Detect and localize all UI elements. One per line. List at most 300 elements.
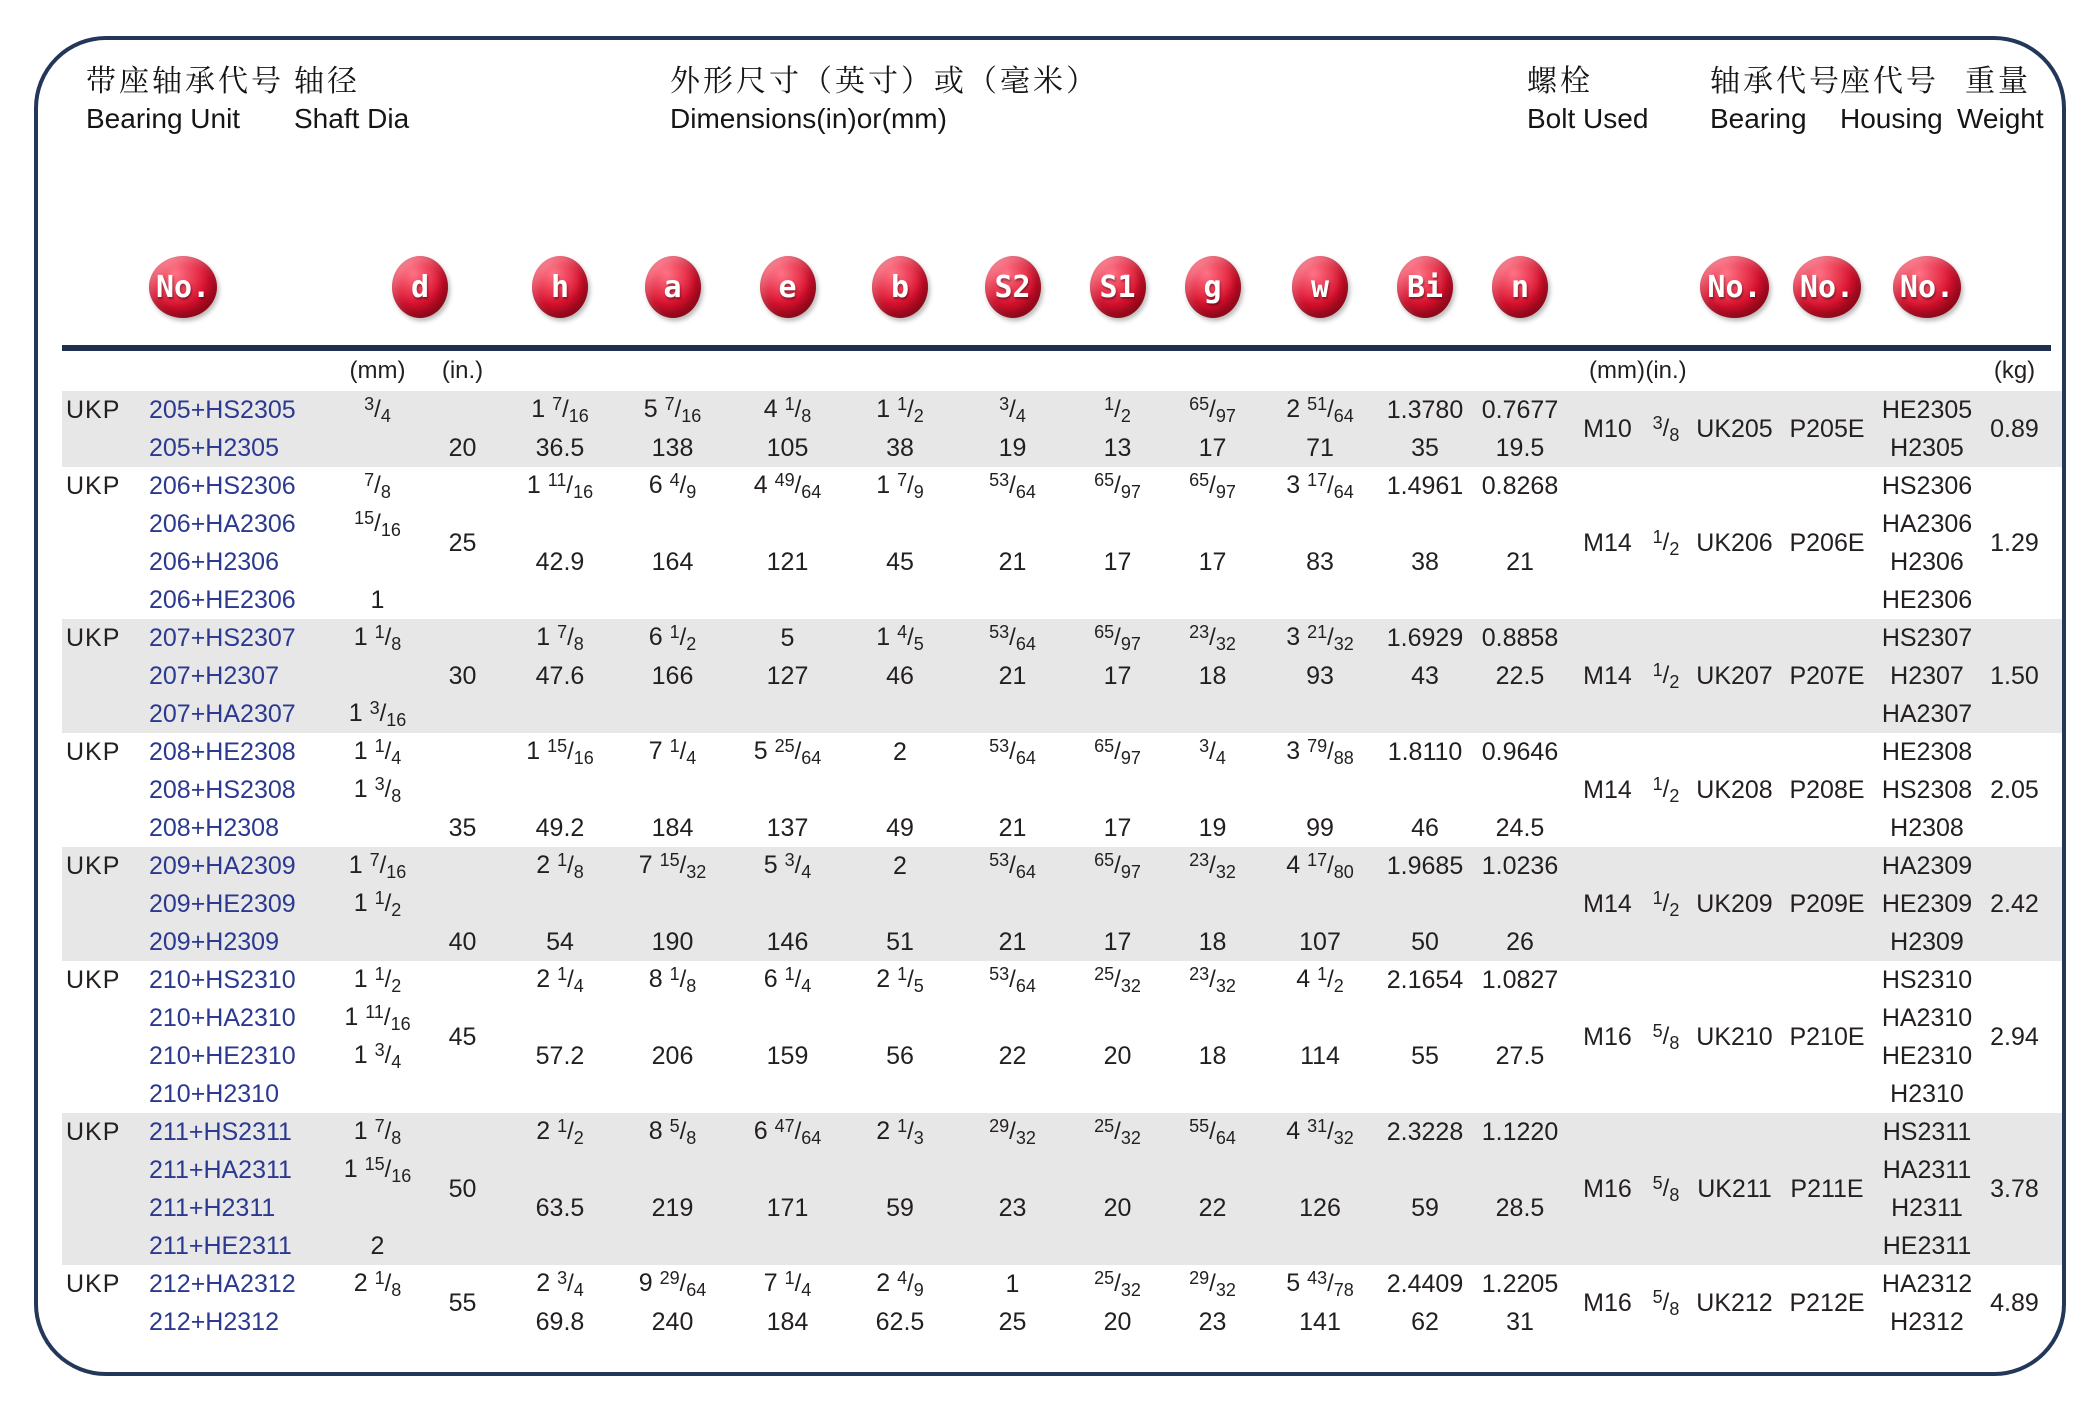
housing-no: P211E [1790, 1174, 1864, 1203]
dim-w: 114 [1300, 1041, 1340, 1070]
housing-code: HA2311 [1882, 1155, 1972, 1184]
dim-b: 2 $^4/_9$ [876, 1268, 924, 1300]
dim-s1: 17 [1103, 547, 1132, 576]
dim-bi: 1.8110 [1387, 737, 1463, 766]
unit-label-bolt-in: (in.) [1645, 357, 1687, 384]
bearing-no: UK209 [1696, 889, 1773, 918]
housing-code: HS2307 [1881, 623, 1973, 652]
shaft-dia-in: 1 $^1/_8$ [353, 622, 402, 654]
dim-g: 18 [1198, 1041, 1227, 1070]
dim-n: 28.5 [1495, 1193, 1545, 1222]
row-group-ukp207 [62, 619, 2062, 733]
bolt-size-in: $^1/_2$ [1652, 774, 1680, 806]
dim-s1: 20 [1103, 1307, 1132, 1336]
shaft-dia-in: $^3/_4$ [364, 394, 391, 426]
dim-s1: $^{65}/_{97}$ [1094, 850, 1141, 882]
dim-s1: $^{65}/_{97}$ [1094, 622, 1141, 654]
unit-code: 206+HS2306 [149, 471, 296, 500]
dim-w: 107 [1299, 927, 1341, 956]
shaft-dia-in: 1 $^7/_8$ [353, 1116, 402, 1148]
bolt-size: M16 [1583, 1022, 1632, 1051]
bolt-size-in: $^3/_8$ [1652, 413, 1680, 445]
bolt-size: M16 [1583, 1288, 1632, 1317]
housing-code: HA2312 [1881, 1269, 1973, 1298]
dim-h: 63.5 [535, 1193, 585, 1222]
dim-b: 51 [886, 927, 914, 956]
column-badges [62, 255, 2062, 319]
header-bearing-en: Bearing [1710, 103, 1807, 134]
dim-s2: $^{29}/_{32}$ [989, 1116, 1036, 1148]
unit-code: 211+HS2311 [149, 1117, 292, 1146]
housing-code: HA2310 [1881, 1003, 1973, 1032]
dim-n: 21 [1506, 547, 1534, 576]
header-shaft-dia-zh: 轴径 [294, 65, 360, 98]
dim-s2: $^{53}/_{64}$ [989, 736, 1036, 768]
unit-code: 207+H2307 [149, 661, 279, 690]
dim-bi: 50 [1411, 927, 1439, 956]
dim-s2: 19 [998, 433, 1027, 462]
dim-w: 5 $^{43}/_{78}$ [1286, 1268, 1354, 1300]
shaft-dia-in: 1 [370, 585, 385, 614]
housing-code: HE2310 [1881, 1041, 1973, 1070]
dim-w: 3 $^{17}/_{64}$ [1286, 470, 1354, 502]
row-group-ukp208 [62, 733, 2062, 847]
shaft-dia-in: 1 $^3/_{16}$ [348, 698, 407, 730]
dim-g: $^{23}/_{32}$ [1189, 964, 1236, 996]
dim-n: 19.5 [1495, 433, 1545, 462]
bolt-size: M14 [1583, 889, 1632, 918]
dim-a: 190 [651, 927, 694, 956]
dim-g: $^{23}/_{32}$ [1189, 622, 1236, 654]
dim-bi: 1.3780 [1386, 395, 1464, 424]
bolt-size: M14 [1583, 528, 1632, 557]
header-bolt-zh: 螺栓 [1527, 65, 1593, 98]
bearing-no: UK212 [1696, 1288, 1773, 1317]
unit-code: 206+H2306 [149, 547, 279, 576]
dim-e: 7 $^1/_4$ [763, 1268, 812, 1300]
dim-b: 56 [886, 1041, 914, 1070]
unit-code: 211+HE2311 [149, 1231, 292, 1260]
shaft-dia-mm: 45 [448, 1022, 477, 1051]
dim-e: 5 $^3/_4$ [763, 850, 812, 882]
housing-code: H2312 [1890, 1307, 1964, 1336]
header-housing [1840, 56, 1943, 135]
dim-bi: 38 [1411, 547, 1439, 576]
dim-n: 0.9646 [1481, 737, 1559, 766]
dim-bi: 55 [1411, 1041, 1439, 1070]
bolt-size: M14 [1583, 775, 1632, 804]
dim-n: 22.5 [1495, 661, 1545, 690]
dim-n: 0.8858 [1481, 623, 1559, 652]
dim-s2: $^{53}/_{64}$ [989, 850, 1036, 882]
dim-a: 138 [651, 433, 694, 462]
dim-w: 4 $^1/_2$ [1296, 964, 1344, 996]
dim-s1: $^{65}/_{97}$ [1094, 470, 1141, 502]
bolt-size-in: $^5/_8$ [1652, 1173, 1680, 1205]
catalog-content [38, 40, 2062, 1341]
header-housing-en: Housing [1840, 103, 1943, 134]
row-group-ukp211 [62, 1113, 2062, 1265]
weight-value: 3.78 [1990, 1174, 2039, 1203]
shaft-dia-mm: 35 [448, 813, 477, 842]
housing-code: H2308 [1890, 813, 1964, 842]
weight-value: 4.89 [1990, 1288, 2039, 1317]
row-prefix: UKP [66, 1269, 121, 1298]
shaft-dia-mm: 55 [448, 1288, 477, 1317]
dim-s2: 25 [998, 1307, 1027, 1336]
dim-h: 49.2 [535, 813, 585, 842]
badge-s2: S2 [985, 256, 1041, 318]
unit-code: 212+H2312 [149, 1307, 279, 1336]
badge-d: d [392, 256, 448, 318]
dim-g: 17 [1198, 547, 1227, 576]
unit-code: 211+H2311 [149, 1193, 276, 1222]
header-housing-zh: 座代号 [1840, 65, 1939, 98]
header-bearing-unit-zh: 带座轴承代号 [86, 65, 284, 98]
dim-n: 31 [1506, 1307, 1534, 1336]
dim-w: 4 $^{17}/_{80}$ [1286, 850, 1354, 882]
header-weight-en: Weight [1957, 103, 2044, 134]
dim-w: 3 $^{79}/_{88}$ [1286, 736, 1354, 768]
dim-w: 141 [1299, 1307, 1341, 1336]
weight-value: 1.29 [1990, 528, 2039, 557]
dim-w: 4 $^{31}/_{32}$ [1286, 1116, 1354, 1148]
housing-code: H2309 [1890, 927, 1964, 956]
header-bearing-unit [86, 56, 284, 135]
dim-n: 27.5 [1495, 1041, 1545, 1070]
dim-e: 184 [766, 1307, 809, 1336]
housing-code: HS2311 [1882, 1117, 1972, 1146]
dim-a: 164 [651, 547, 694, 576]
dim-s2: 23 [998, 1193, 1027, 1222]
dim-b: 46 [886, 661, 914, 690]
dim-e: 159 [766, 1041, 809, 1070]
dim-g: $^3/_4$ [1199, 736, 1226, 768]
housing-no: P205E [1789, 414, 1865, 443]
housing-no: P212E [1789, 1288, 1865, 1317]
housing-code: HA2306 [1881, 509, 1973, 538]
dim-e: 121 [766, 547, 809, 576]
dim-g: 23 [1198, 1307, 1227, 1336]
badge-no-bearing: No. [1700, 256, 1768, 318]
spec-table-body [62, 391, 2062, 1341]
dim-h: 2 $^1/_2$ [536, 1116, 584, 1148]
unit-code: 208+HS2308 [149, 775, 296, 804]
housing-code: H2306 [1890, 547, 1964, 576]
badge-e: e [760, 256, 816, 318]
unit-code: 207+HA2307 [149, 699, 296, 728]
header-bearing-unit-en: Bearing Unit [86, 103, 241, 134]
housing-no: P207E [1789, 661, 1865, 690]
unit-code: 210+H2310 [149, 1079, 279, 1108]
dim-b: 49 [886, 813, 914, 842]
badge-no-housing-code: No. [1893, 256, 1961, 318]
dim-h: 54 [546, 927, 574, 956]
header-weight [1957, 56, 2044, 135]
dim-g: $^{29}/_{32}$ [1189, 1268, 1236, 1300]
badge-n: n [1492, 256, 1548, 318]
housing-code: HA2309 [1881, 851, 1973, 880]
dim-a: 6 $^4/_9$ [648, 470, 697, 502]
bolt-size-in: $^5/_8$ [1652, 1287, 1680, 1319]
housing-no: P210E [1789, 1022, 1865, 1051]
dim-e: 127 [766, 661, 809, 690]
shaft-dia-in: 1 $^3/_8$ [353, 774, 402, 806]
bearing-no: UK207 [1696, 661, 1773, 690]
bolt-size-in: $^1/_2$ [1652, 660, 1680, 692]
unit-code: 206+HE2306 [149, 585, 296, 614]
dim-a: 9 $^{29}/_{64}$ [638, 1268, 707, 1300]
badge-h: h [532, 256, 588, 318]
dim-s2: $^{53}/_{64}$ [989, 622, 1036, 654]
dim-b: 2 [893, 737, 907, 766]
dim-e: 171 [766, 1193, 809, 1222]
shaft-dia-mm: 50 [448, 1174, 477, 1203]
dim-s1: 17 [1103, 927, 1132, 956]
weight-value: 2.42 [1990, 889, 2039, 918]
dim-h: 2 $^3/_4$ [536, 1268, 584, 1300]
bolt-size: M14 [1583, 661, 1632, 690]
housing-code: HE2305 [1881, 395, 1973, 424]
badge-no-unit: No. [149, 256, 217, 318]
housing-code: HS2308 [1881, 775, 1973, 804]
dim-b: 2 $^1/_5$ [876, 964, 924, 996]
dim-b: 2 [893, 851, 907, 880]
weight-value: 2.94 [1990, 1022, 2039, 1051]
unit-label-weight-kg: (kg) [1993, 357, 2036, 384]
dim-e: 137 [766, 813, 809, 842]
dim-h: 1 $^{15}/_{16}$ [526, 736, 594, 768]
dim-w: 71 [1306, 433, 1334, 462]
header-shaft-dia-en: Shaft Dia [294, 103, 410, 134]
dim-s1: $^{25}/_{32}$ [1094, 1268, 1141, 1300]
header-dimensions-zh: 外形尺寸（英寸）或（毫米） [670, 65, 1099, 98]
housing-code: HE2309 [1881, 889, 1973, 918]
row-group-ukp209 [62, 847, 2062, 961]
dim-s1: 13 [1103, 433, 1132, 462]
row-prefix: UKP [66, 623, 121, 652]
shaft-dia-in: 1 $^1/_2$ [353, 888, 402, 920]
shaft-dia-in: $^7/_8$ [364, 470, 391, 502]
badge-w: w [1292, 256, 1348, 318]
catalog-page-border [34, 36, 2066, 1376]
dim-bi: 35 [1411, 433, 1439, 462]
row-prefix: UKP [66, 737, 121, 766]
dim-e: 146 [766, 927, 809, 956]
dim-bi: 1.6929 [1386, 623, 1464, 652]
dim-w: 99 [1306, 813, 1334, 842]
dim-w: 126 [1299, 1193, 1341, 1222]
dim-s1: $^{65}/_{97}$ [1094, 736, 1141, 768]
bearing-no: UK211 [1697, 1174, 1772, 1203]
header-dimensions [670, 56, 1099, 135]
dim-h: 36.5 [535, 433, 585, 462]
unit-code: 210+HE2310 [149, 1041, 296, 1070]
dim-h: 42.9 [535, 547, 585, 576]
bolt-size-in: $^5/_8$ [1652, 1021, 1680, 1053]
housing-no: P209E [1789, 889, 1865, 918]
dim-b: 1 $^7/_9$ [876, 470, 924, 502]
housing-code: H2305 [1890, 433, 1964, 462]
dim-g: 18 [1198, 927, 1227, 956]
header-weight-zh: 重量 [1965, 65, 2031, 98]
badge-a: a [645, 256, 701, 318]
housing-code: HE2311 [1882, 1231, 1972, 1260]
dim-w: 83 [1306, 547, 1334, 576]
unit-code: 212+HA2312 [149, 1269, 296, 1298]
row-prefix: UKP [66, 471, 121, 500]
badge-no-housing: No. [1793, 256, 1861, 318]
dim-n: 1.0827 [1481, 965, 1559, 994]
weight-value: 1.50 [1990, 661, 2039, 690]
dim-n: 1.0236 [1481, 851, 1559, 880]
unit-code: 209+HE2309 [149, 889, 296, 918]
dim-h: 47.6 [535, 661, 585, 690]
shaft-dia-mm: 30 [448, 661, 477, 690]
housing-code: HA2307 [1881, 699, 1973, 728]
table-header [62, 56, 2062, 134]
dim-bi: 59 [1411, 1193, 1439, 1222]
row-group-ukp212 [62, 1265, 2062, 1341]
shaft-dia-mm: 25 [448, 528, 477, 557]
shaft-dia-in: $^{15}/_{16}$ [354, 508, 401, 540]
dim-e: 5 [780, 623, 795, 652]
dim-a: 166 [651, 661, 694, 690]
unit-label-bolt-mm: (mm) [1589, 357, 1645, 384]
bearing-no: UK210 [1696, 1022, 1773, 1051]
dim-s1: 17 [1103, 661, 1132, 690]
dim-n: 0.7677 [1481, 395, 1559, 424]
weight-value: 2.05 [1990, 775, 2039, 804]
dim-a: 206 [651, 1041, 694, 1070]
unit-code: 208+H2308 [149, 813, 279, 842]
unit-code: 205+HS2305 [149, 395, 296, 424]
dim-a: 5 $^7/_{16}$ [643, 394, 702, 426]
unit-code: 206+HA2306 [149, 509, 296, 538]
unit-code: 207+HS2307 [149, 623, 296, 652]
bolt-size: M16 [1583, 1174, 1632, 1203]
bearing-no: UK206 [1696, 528, 1773, 557]
units-row [62, 351, 2062, 391]
dim-h: 1 $^7/_8$ [536, 622, 584, 654]
dim-bi: 46 [1411, 813, 1439, 842]
housing-code: H2310 [1890, 1079, 1964, 1108]
dim-s1: 17 [1103, 813, 1132, 842]
row-prefix: UKP [66, 395, 121, 424]
dim-s1: $^{25}/_{32}$ [1094, 964, 1141, 996]
shaft-dia-mm: 20 [448, 433, 477, 462]
header-shaft-dia [294, 56, 409, 135]
housing-code: HS2310 [1881, 965, 1973, 994]
row-prefix: UKP [66, 851, 121, 880]
header-dimensions-en: Dimensions(in)or(mm) [670, 103, 947, 134]
badge-s1: S1 [1090, 256, 1146, 318]
dim-g: $^{23}/_{32}$ [1189, 850, 1236, 882]
dim-g: $^{65}/_{97}$ [1189, 394, 1236, 426]
dim-bi: 1.4961 [1386, 471, 1464, 500]
dim-bi: 1.9685 [1386, 851, 1464, 880]
header-bearing-zh: 轴承代号 [1710, 65, 1842, 98]
dim-bi: 2.3228 [1386, 1117, 1464, 1146]
dim-g: $^{55}/_{64}$ [1189, 1116, 1236, 1148]
unit-label-shaft-mm: (mm) [349, 357, 406, 384]
dim-bi: 2.4409 [1386, 1269, 1464, 1298]
dim-bi: 2.1654 [1386, 965, 1464, 994]
shaft-dia-mm: 40 [448, 927, 477, 956]
bearing-no: UK205 [1696, 414, 1773, 443]
bolt-size-in: $^1/_2$ [1652, 527, 1680, 559]
dim-s2: 21 [998, 813, 1027, 842]
housing-code: HS2306 [1881, 471, 1973, 500]
shaft-dia-in: 2 $^1/_8$ [353, 1268, 402, 1300]
dim-h: 57.2 [535, 1041, 585, 1070]
dim-h: 2 $^1/_8$ [536, 850, 584, 882]
row-prefix: UKP [66, 965, 121, 994]
dim-n: 24.5 [1495, 813, 1545, 842]
dim-s2: 21 [998, 927, 1027, 956]
dim-g: 17 [1198, 433, 1227, 462]
dim-w: 93 [1306, 661, 1334, 690]
shaft-dia-in: 1 $^3/_4$ [353, 1040, 402, 1072]
dim-b: 59 [886, 1193, 914, 1222]
housing-no: P208E [1789, 775, 1865, 804]
housing-code: H2311 [1891, 1193, 1963, 1222]
row-group-ukp206 [62, 467, 2062, 619]
dim-w: 3 $^{21}/_{32}$ [1286, 622, 1354, 654]
housing-code: HE2308 [1881, 737, 1973, 766]
bearing-no: UK208 [1696, 775, 1773, 804]
shaft-dia-in: 1 $^7/_{16}$ [348, 850, 407, 882]
header-bolt-en: Bolt Used [1527, 103, 1649, 134]
unit-code: 209+HA2309 [149, 851, 296, 880]
shaft-dia-in: 1 $^1/_2$ [353, 964, 402, 996]
dim-h: 69.8 [535, 1307, 585, 1336]
dim-a: 240 [651, 1307, 694, 1336]
dim-s2: 21 [998, 547, 1027, 576]
dim-b: 62.5 [875, 1307, 925, 1336]
shaft-dia-in: 1 $^{15}/_{16}$ [343, 1154, 412, 1186]
shaft-dia-in: 1 $^{11}/_{16}$ [344, 1002, 411, 1034]
dim-g: 18 [1198, 661, 1227, 690]
dim-b: 38 [886, 433, 914, 462]
unit-code: 205+H2305 [149, 433, 279, 462]
unit-code: 211+HA2311 [149, 1155, 292, 1184]
dim-e: 4 $^1/_8$ [763, 394, 812, 426]
unit-code: 209+H2309 [149, 927, 279, 956]
dim-e: 105 [766, 433, 809, 462]
shaft-dia-in: 2 [370, 1231, 385, 1260]
dim-s1: 20 [1103, 1193, 1132, 1222]
row-group-ukp205 [62, 391, 2062, 467]
unit-code: 208+HE2308 [149, 737, 296, 766]
dim-s2: 21 [998, 661, 1027, 690]
dim-h: 1 $^7/_{16}$ [531, 394, 589, 426]
dim-w: 2 $^{51}/_{64}$ [1286, 394, 1354, 426]
dim-b: 45 [886, 547, 914, 576]
dim-b: 2 $^1/_3$ [876, 1116, 924, 1148]
header-bearing [1710, 56, 1842, 135]
dim-e: 6 $^{47}/_{64}$ [753, 1116, 822, 1148]
dim-a: 7 $^1/_4$ [648, 736, 697, 768]
housing-code: H2307 [1890, 661, 1964, 690]
dim-a: 184 [651, 813, 694, 842]
dim-s2: $^{53}/_{64}$ [989, 964, 1036, 996]
dim-h: 2 $^1/_4$ [536, 964, 584, 996]
badge-g: g [1185, 256, 1241, 318]
dim-s2: $^3/_4$ [999, 394, 1026, 426]
dim-b: 1 $^1/_2$ [876, 394, 924, 426]
bolt-size-in: $^1/_2$ [1652, 888, 1680, 920]
